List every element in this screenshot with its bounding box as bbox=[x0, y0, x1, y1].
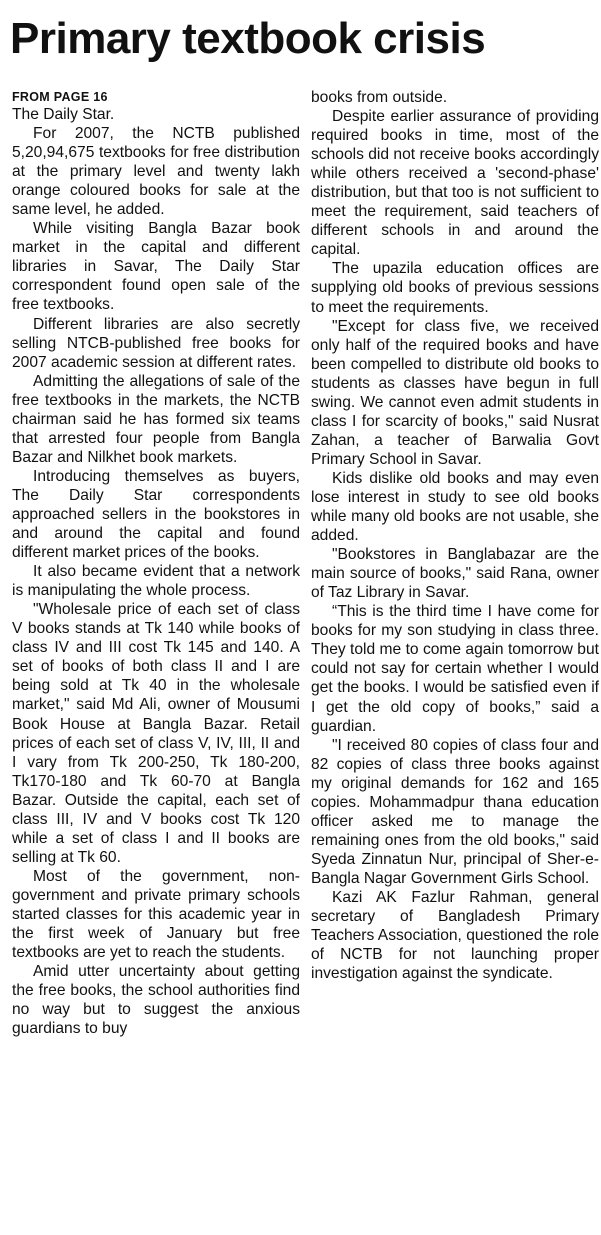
paragraph: Amid utter uncertainty about getting the free books, the school authorities find no way but to suggest the anxious guardians to buy bbox=[12, 963, 300, 1038]
paragraph: "Wholesale price of each set of class V books stands at Tk 140 while books of class IV and III cost Tk 145 and 140. A set of books of both class II and I are being sold at Tk 40 in the wholesale market," said Md Ali, owner of Mousumi Book House at Bangla Bazar. Retail prices of each set of class V, IV, III, II and I vary from Tk 200-250, Tk 180-200, Tk170-180 and Tk 60-70 at Bangla Bazar. Outside the capital, each set of class III, IV and V books cost Tk 120 while a set of class I and II books are selling at Tk 60. bbox=[12, 601, 300, 866]
paragraph: “This is the third time I have come for books for my son studying in class three. They told me to come again tomorrow but could not say for certain whether I would get the books. I would be satisfied even if I get the old copy of books,” said a guardian. bbox=[311, 603, 599, 735]
paragraph: For 2007, the NCTB published 5,20,94,675 textbooks for free distribution at the primary level and twenty lakh orange coloured books for sale at the same level, he added. bbox=[12, 125, 300, 219]
paragraph: The upazila education offices are supplying old books of previous sessions to meet the requirements. bbox=[311, 260, 599, 316]
paragraph: Despite earlier assurance of providing required books in time, most of the schools did not receive books accordingly while others received a 'second-phase' distribution, but that too is not sufficient to meet the requirement, said teachers of different schools in and around the capital. bbox=[311, 108, 599, 259]
paragraph: The Daily Star. bbox=[12, 106, 115, 123]
paragraph: While visiting Bangla Bazar book market in the capital and different libraries in Savar, The Daily Star correspondent found open sale of the free textbooks. bbox=[12, 220, 300, 314]
paragraph: Admitting the allegations of sale of the free textbooks in the markets, the NCTB chairman said he has formed six teams that arrested four people from Bangla Bazar and Nilkhet book markets. bbox=[12, 372, 300, 466]
paragraph: books from outside. bbox=[311, 89, 448, 106]
article-column-right bbox=[311, 88, 599, 983]
paragraph: Most of the government, non-government and private primary schools started classes for this academic year in the first week of January but free textbooks are yet to reach the students. bbox=[12, 867, 300, 962]
paragraph: Kazi AK Fazlur Rahman, general secretary of Bangladesh Primary Teachers Association, questioned the role of NCTB for not launching proper investigation against the syndicate. bbox=[311, 888, 599, 983]
paragraph: "Except for class five, we received only half of the required books and have been compelled to distribute old books to students as classes have begun in full swing. We cannot even admit students in class I for scarcity of books," said Nusrat Zahan, a teacher of Barwalia Govt Primary School in Savar. bbox=[311, 317, 599, 468]
paragraph: "Bookstores in Banglabazar are the main source of books," said Rana, owner of Taz Library in Savar. bbox=[311, 546, 599, 602]
continuation-kicker: FROM PAGE 16 bbox=[12, 90, 108, 104]
headline: Primary textbook crisis bbox=[10, 14, 486, 63]
article-column-left bbox=[12, 88, 300, 1038]
paragraph: Different libraries are also secretly selling NTCB-published free books for 2007 academic session at different rates. bbox=[12, 315, 300, 371]
paragraph: "I received 80 copies of class four and 82 copies of class three books against my original demands for 162 and 165 copies. Mohammadpur thana education officer asked me to manage the remaining ones from the old books," said Syeda Zinnatun Nur, principal of Sher-e-Bangla Nagar Government Girls School. bbox=[311, 736, 599, 887]
paragraph: Kids dislike old books and may even lose interest in study to see old books while many old books are not usable, she added. bbox=[311, 469, 599, 545]
paragraph: Introducing themselves as buyers, The Daily Star correspondents approached sellers in the bookstores in and around the capital and found different market prices of the books. bbox=[12, 467, 300, 562]
paragraph: It also became evident that a network is manipulating the whole process. bbox=[12, 563, 300, 600]
